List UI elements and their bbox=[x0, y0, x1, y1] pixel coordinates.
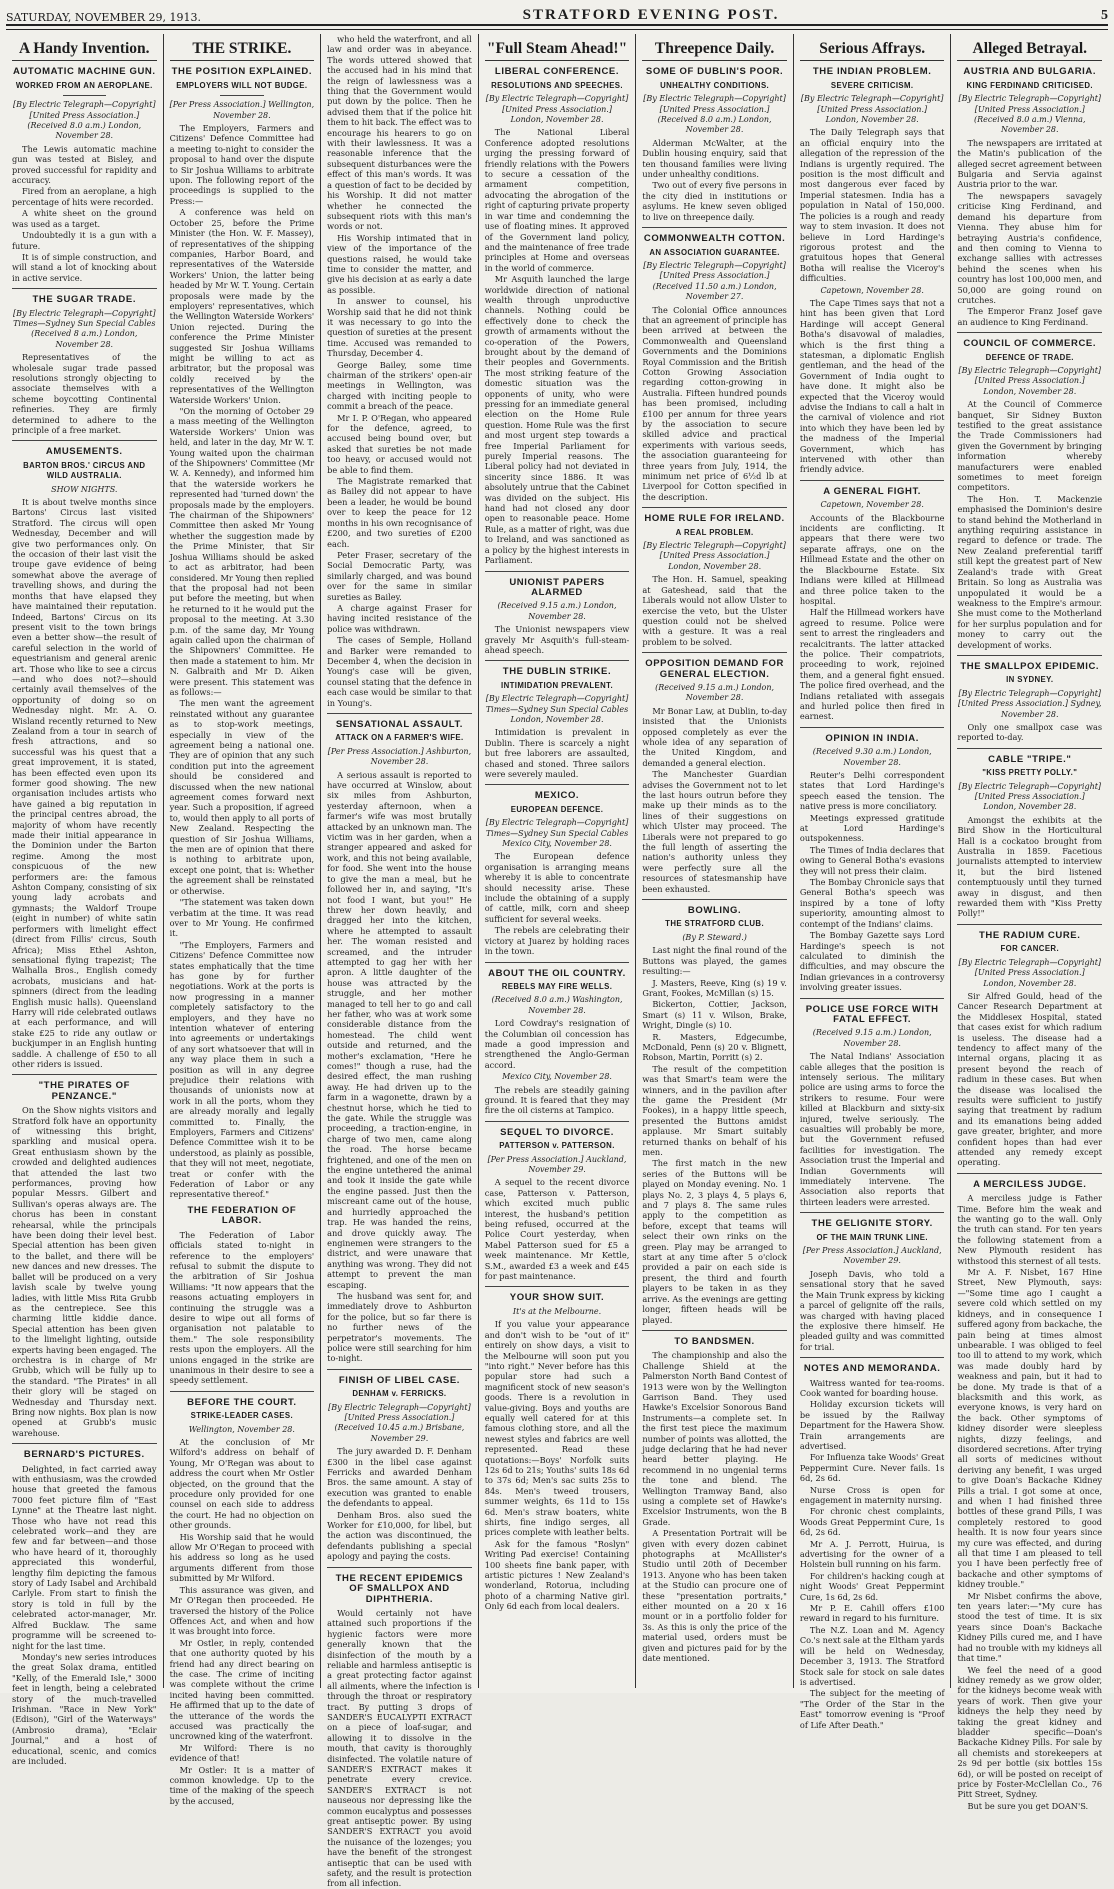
article-headline: OPPOSITION DEMAND FOR GENERAL ELECTION. bbox=[645, 658, 784, 680]
article-paragraph: The Colonial Office announces that an agreement of principle has been arrived at between the Commonwealth and Queensland Governments and the Dominions Royal Commission and the British Cotton Growing Association regarding cotton-growing in Australia. Fifteen hundred pounds has been promised, including £100 per annum for three years by the association to secure skilled advice and practical experiments with various seeds, the association guaranteeing for three years from July, 1914, the minimum net price of 6½d lb at Liverpool for Cotton specified in the description. bbox=[642, 304, 787, 502]
article-paragraph: R. Masters, Edgecumbe, McDonald, Penn (s) 20 v. Blignett, Robson, Martin, Porritt (s) 2. bbox=[642, 1031, 787, 1063]
article-headline: BOWLING. bbox=[687, 905, 742, 917]
article-subheadline: REBELS MAY FIRE WELLS. bbox=[501, 981, 613, 991]
article-subheadline: A REAL PROBLEM. bbox=[675, 527, 754, 537]
article-paragraph: The Times of India declares that owing to General Botha's evasions they will not press their claim. bbox=[799, 844, 945, 876]
article-paragraph: The Natal Indians' Association cable alleges that the position is intensely serious. The military police are using arms to force the strikers to resume. Four were killed at Blackburn and sixty-six injured, twelve seriously. The casualties will probably be more, but the Government refused facilities for investigation. The Association trust the Imperial and Indian Governments will immediately intervene. The Association also reports that thirteen leaders were arrested. bbox=[799, 1051, 945, 1207]
article-subheadline: "KISS PRETTY POLLY." bbox=[982, 768, 1078, 778]
article-paragraph: It is about twelve months since Bartons' Circus last visited Stratford. The circus will open Wednesday, December and will give two performances only. On the occasion of their last visit the troupe gave evidence of being somewhat above the average of travelling shows, and during the months that have elapsed they have maintained their reputation. Indeed, Bartons' Circus on its present visit to the town brings even a better show—the result of careful selection in the world of equestrianism and general arenic art. Those who like to see a circus—and who does not?—should certainly avail themselves of the opportunity of doing so on Wednesday night. Mr. A. O. Wisland recently returned to New Zealand from a tour in search of fresh attractions, and so successful was his quest that a great improvement, it is stated, has been effected even upon its former good showing. The new organisation includes artists who have gained a big reputation in the principal centres abroad, the majority of whom have recently made their initial appearance in the Dominion under the Barton regime. Among the most conspicuous of the new performers are: the famous Ashton Company, consisting of six young lady acrobats and gymnasts; the Waldorf Troupe (eight in number) of white satin performers with limelight effect (direct from Fillis' circus, South Africa); Miss Ethel Ashton, sensational flying trapezist; The Walhalla Bros., English comedy acrobats, musicians and hat-spinners (direct from the leading English music halls). Queensland Harry will ride celebrated outlaws at each performance, and will stake £25 to ride any outlaw or buckjumper in an English hunting saddle. A challenge of £50 to all other riders is issued. bbox=[12, 497, 157, 1069]
article-paragraph: The newspapers savagely criticise King Ferdinand, and demand his departure from Vienna. They abuse him for betraying Austria's confidence, and then coming to Vienna to exchange sallies with actresses behind the scenes when his country has lost 100,000 men, and 50,000 are going round on crutches. bbox=[957, 190, 1103, 305]
article-divider bbox=[485, 660, 630, 661]
column-kicker: "Full Steam Ahead!" bbox=[485, 34, 630, 61]
article-divider bbox=[800, 480, 945, 481]
article-paragraph: For children's hacking cough at night Woods' Great Peppermint Cure, 1s 6d, 2s 6d. bbox=[799, 1570, 945, 1602]
article-paragraph: The rebels are steadily gaining ground. It is feared that they may fire the oil cisterns at Tampico. bbox=[484, 1084, 630, 1116]
article-headline: AMUSEMENTS. bbox=[45, 446, 123, 458]
article-paragraph: The Manchester Guardian advises the Government not to let the last hours outrun before they make up their minds as to the lines of their suggestions on which Ulster may proceed. The Liberals were not prepared to go the full length of asserting the nation's authority unless they were perfectly sure all the resources of statesmanship have been exhausted. bbox=[642, 769, 787, 894]
article-headline: THE RADIUM CURE. bbox=[979, 929, 1081, 941]
article-divider bbox=[800, 998, 945, 999]
article-headline: OPINION IN INDIA. bbox=[825, 732, 919, 744]
column-1 bbox=[6, 34, 164, 1766]
article-subheadline: RESOLUTIONS AND SPEECHES. bbox=[491, 80, 623, 90]
article-headline: AUTOMATIC MACHINE GUN. bbox=[12, 66, 156, 78]
article-subheadline: WORKED FROM AN AEROPLANE. bbox=[15, 80, 153, 90]
article-divider bbox=[957, 655, 1102, 656]
article-dateline: [By Electric Telegraph—Copyright] [United Press Association.] (Received 8.0 a.m.) London, November 28. bbox=[12, 100, 156, 141]
article-headline: SENSATIONAL ASSAULT. bbox=[335, 719, 464, 730]
article-dateline: [By Electric Telegraph—Copyright] [United Press Association.] (Received 8.0 a.m.) Vienna, November 28. bbox=[958, 94, 1102, 135]
article-paragraph: Sir Alfred Gould, head of the Cancer Research Department at the Middlesex Hospital, stated that cases exist for which radium is useless. The disease had a tendency to affect many of the internal organs, placing it as present beyond the reach of radium in these cases. But when the disease was localised the results were sufficient to justify saying that treatment by radium and its emanations being added gave greater, brighter, and more confident hopes than had ever attended any remedy except operating. bbox=[957, 990, 1103, 1168]
article-paragraph: Mr I. P. O'Regan, who appeared for the defence, agreed, to accused being bound over, but asked that sureties be not made too heavy, or accused would not be able to find them. bbox=[327, 412, 472, 475]
article-paragraph: Mr Ostler: It is a matter of common knowledge. Up to the time of the making of the speech by the accused, bbox=[169, 1764, 315, 1806]
article-paragraph: His Worship intimated that in view of the importance of the questions raised, he would take time to consider the matter, and give his decision at as early a date as possible. bbox=[327, 232, 472, 295]
article-paragraph: Waitress wanted for tea-rooms. Cook wanted for boarding house. bbox=[799, 1377, 945, 1398]
article-dateline: (Received 9.15 a.m.) London, November 28. bbox=[812, 1028, 932, 1048]
article-dateline: [Per Press Association.] Ashburton, November 28. bbox=[327, 746, 472, 767]
article-paragraph: Representatives of the wholesale sugar trade passed resolutions strongly objecting to associate themselves with a scheme boycotting Continental refineries. They are firmly determined to adhere to the principle of a free market. bbox=[12, 352, 157, 435]
article-divider bbox=[12, 440, 157, 441]
article-paragraph: Mr Ostler, in reply, contended that one authority quoted by his friend had any direct bearing on the case. The crime of inciting was complete without the crime incited having been committed. He affirmed that up to the date of the utterance of the words the accused was practically the uncrowned king of the waterfront. bbox=[169, 1637, 315, 1742]
article-paragraph: who held the waterfront, and all law and order was in abeyance. The words uttered showed that the accused had in his mind that the reign of lawlessness was a thing that the Government would put down by the police. Then he advised them that if the police hit them to hit back. The effect was to encourage his hearers to go on with their lawlessness. It was a reasonable inference that the subsequent disturbances were the effect of this man's words. It was a question of fact to be decided by his Worship. It did not matter whether he connected the subsequent riots with this man's words or not. bbox=[327, 34, 472, 232]
article-headline: COUNCIL OF COMMERCE. bbox=[963, 338, 1097, 350]
article-paragraph: Mr A. F. Nisbet, 167 Hine Street, New Plymouth, says:—"Some time ago I caught a severe cold which settled on my kidneys, and in consequence I suffered agony from backache, the pain being at times almost unbearable. I was obliged to feel too ill to attend to my work, which was made doubly hard by weakness and pain, but it had to be done. My trade is that of a blacksmith and this work, as everyone knows, is very hard on the back. Other symptoms of kidney disorder were sleepless nights, dizzy feelings, and disordered secretions. After trying all sorts of medicines without deriving any benefit, I was urged to give Doan's Backache Kidney Pills a trial. I got some at once, and when I had finished three bottles of these grand Pills, I was completely restored to good health. It is now four years since my cure was effected, and during all that time I am pleased to tell you I have been perfectly free of backache and other symptoms of kidney trouble." bbox=[957, 1267, 1103, 1590]
article-paragraph: Nurse Cross is open for engagement in maternity nursing. bbox=[799, 1484, 945, 1505]
article-divider bbox=[327, 713, 472, 714]
article-paragraph: George Bailey, some time chairman of the strikers' open-air meetings in Wellington, was charged with inciting people to commit a breach of the peace. bbox=[327, 359, 472, 412]
columns bbox=[6, 34, 1108, 1889]
article-dateline: (Received 9.15 a.m.) London, November 28. bbox=[655, 682, 775, 703]
article-subheadline: PATTERSON v. PATTERSON. bbox=[499, 1141, 615, 1151]
column-4 bbox=[479, 34, 637, 1688]
article-paragraph: The rebels are celebrating their victory at Juarez by holding races in the town. bbox=[484, 925, 630, 957]
article-divider bbox=[327, 1567, 472, 1568]
article-headline: "THE PIRATES OF PENZANCE." bbox=[38, 1080, 131, 1102]
article-paragraph: Mr Nisbet confirms the above, ten years later:—"My cure has stood the test of time. It is six years since Doan's Backache Kidney Pills cured me, and I have had no trouble with my kidneys all that time." bbox=[957, 1590, 1103, 1664]
article-divider bbox=[12, 1074, 157, 1075]
masthead bbox=[6, 4, 1108, 26]
article-paragraph: A charge against Fraser for having incited resistance of the police was withdrawn. bbox=[327, 602, 472, 634]
issue-date: SATURDAY, NOVEMBER 29, 1913. bbox=[6, 11, 201, 24]
article-paragraph: The Magistrate remarked that as Bailey did not appear to have been a leader, he would be bound over to keep the peace for 12 months in his own recognisance of £200, and two sureties of £200 each. bbox=[327, 476, 472, 549]
article-paragraph: The Employers, Farmers and Citizens' Defence Committee had a meeting to-night to consider the proposal to hand over the dispute to Sir Joshua Williams to arbitrate upon. The following report of the proceedings is supplied to the Press:— bbox=[169, 123, 315, 206]
article-paragraph: "The Employers, Farmers and Citizens' Defence Committee now states emphatically that the time has gone by for further negotiations. Work at the ports is now progressing in a manner completely satisfactory to the employers, and they have no intention whatever of entering into agreements or undertakings of any sort whatsoever that will in any way place them in such a position as will in any degree prejudice their relations with thousands of unionists now at work in all the ports, whom they are already morally and legally committed to. Finally, the Employers, Farmers and Citizens' Defence Committee wish it to be understood, as plainly as possible, that they will not meet, negotiate, treat or confer with the Federation of Labor or any representative thereof." bbox=[169, 939, 315, 1200]
column-kicker: A Handy Invention. bbox=[12, 34, 157, 61]
article-paragraph: The Unionist newspapers view gravely Mr Asquith's full-steam-ahead speech. bbox=[484, 624, 630, 655]
article-divider bbox=[800, 727, 945, 728]
article-paragraph: The first match in the new series of the Buttons will be played on Monday evening. No. 1 plays No. 2, 3 plays 4, 5 plays 6, and 7 plays 8. The same rules apply to the competition as before, except that teams will select their own rinks on the green. Play may be arranged to start at any time after 5 o'clock provided a pair on each side is present, the third and fourth players to be taken in as they arrive. As the evenings are getting longer, fifteen heads will be played. bbox=[642, 1158, 787, 1325]
article-headline: AUSTRIA AND BULGARIA. bbox=[963, 66, 1097, 78]
article-paragraph: The Hon. H. Samuel, speaking at Gateshead, said that the Liberals would not allow Ulster to exercise the veto, but the Ulster question could not be shelved with a gesture. It was a real problem to be solved. bbox=[642, 574, 787, 647]
article-divider bbox=[12, 1443, 157, 1444]
article-dateline: [By Electric Telegraph—Copyright] [United Press Association.] London, November 28. bbox=[485, 94, 629, 125]
article-headline: SEQUEL TO DIVORCE. bbox=[500, 1126, 614, 1138]
article-dateline: [By Electric Telegraph—Copyright] Times—Sydney Sun Special Cables Mexico City, November 28. bbox=[485, 818, 629, 849]
article-paragraph: Intimidation is prevalent in Dublin. There is scarcely a night but free laborers are assaulted, chased and stoned. Three sailors were severely mauled. bbox=[484, 727, 630, 779]
column-3 bbox=[321, 34, 479, 1889]
article-paragraph: Accounts of the Blackbourne incidents are conflicting. It appears that there were two separate affrays, one on the Hillmead Estate and the other on the Blackbourne Estate. Six Indians were killed at Hillmead and three police taken to the hospital. bbox=[799, 512, 945, 606]
article-dateline: Capetown, November 28. bbox=[820, 285, 924, 295]
article-dateline: Wellington, November 28. bbox=[188, 1424, 295, 1434]
article-paragraph: We feel the need of a good kidney remedy as we grow older, for the kidneys become weak with years of work. Then give your kidneys the help they need by taking the great kidney and bladder specific—Doan's Backache Kidney Pills. For sale by all chemists and storekeepers at 2s 9d per bottle (six bottles 15s 6d), or will be posted on receipt of price by Foster-McClellan Co., 76 Pitt Street, Sydney. bbox=[957, 1664, 1103, 1800]
article-paragraph: It is of simple construction, and will stand a lot of knocking about in active service. bbox=[12, 251, 157, 283]
article-paragraph: Joseph Davis, who told a sensational story that he saved the Main Trunk express by kicking a parcel of gelignite off the rails, was charged with having placed the explosive there himself. He pleaded guilty and was committed for trial. bbox=[799, 1268, 945, 1352]
article-headline: SOME OF DUBLIN'S POOR. bbox=[645, 66, 784, 78]
article-paragraph: Denham Bros. also sued the Worker for £10,000, for libel, but the action was discontinued, the defendants publishing a special apology and paying the costs. bbox=[327, 1509, 472, 1562]
article-divider bbox=[485, 571, 630, 572]
article-subheadline: DENHAM v. FERRICKS. bbox=[352, 1389, 447, 1399]
article-paragraph: At the conclusion of Mr Wilford's address on behalf of Young, Mr O'Regan was about to address the court when Mr Ostler objected, on the ground that the procedure only provided for one counsel on each side to address the court. He had no objection on other grounds. bbox=[169, 1437, 315, 1531]
article-headline: COMMONWEALTH COTTON. bbox=[643, 233, 786, 245]
article-paragraph: The Hon. T. Mackenzie emphasised the Dominion's desire to stand behind the Motherland in anything requiring assistance in regard to defence or trade. The New Zealand preferential tariff still kept the greatest part of New Zealand's trade with Great Britain. So long as Australia was unpopulated it would be a weakness to the Empire's armour. She must come to the Motherland for her surplus population and for money to carry out the development of works. bbox=[957, 493, 1103, 650]
article-headline: THE DUBLIN STRIKE. bbox=[502, 666, 612, 678]
article-divider bbox=[957, 332, 1102, 333]
article-paragraph: Fired from an aeroplane, a high percentage of hits were recorded. bbox=[12, 186, 157, 207]
column-kicker: Threepence Daily. bbox=[642, 34, 787, 61]
article-paragraph: Mr Wilford: There is no evidence of that! bbox=[169, 1742, 315, 1764]
column-kicker: THE STRIKE. bbox=[170, 34, 315, 61]
article-divider bbox=[642, 652, 787, 653]
article-dateline: [By Electric Telegraph—Copyright] [United Press Association.] London, November 28. bbox=[800, 94, 944, 125]
article-paragraph: Undoubtedly it is a gun with a future. bbox=[12, 230, 157, 251]
article-headline: MEXICO. bbox=[534, 790, 580, 802]
article-paragraph: The National Liberal Conference adopted resolutions urging the pressing forward of friendly relations with the Powers to secure a cessation of the armament competition, advocating the abrogation of the right of capturing private property in war time and condemning the use of floating mines. It approved of the Government land policy, and the maintenance of free trade principles at Home and overseas in the world of commerce. bbox=[484, 127, 630, 273]
column-kicker: Alleged Betrayal. bbox=[957, 34, 1102, 61]
article-headline: LIBERAL CONFERENCE. bbox=[494, 66, 620, 78]
article-headline: A MERCILESS JUDGE. bbox=[973, 1178, 1087, 1190]
article-dateline: Mexico City, November 28. bbox=[502, 1072, 612, 1082]
article-headline: THE FEDERATION OF LABOR. bbox=[187, 1204, 297, 1227]
article-paragraph: A merciless judge is Father Time. Before him the weak and the wanting go to the wall. Only the truth can stand. For ten years the following statement from a New Plymouth resident has withstood this sternest of all tests. bbox=[957, 1193, 1103, 1266]
article-subheadline: EMPLOYERS WILL NOT BUDGE. bbox=[176, 80, 308, 90]
article-paragraph: A conference was held on October 25, before the Prime Minister (the Hon. W. F. Massey), of representatives of the shipping companies, Harbor Board, and representatives of the Waterside Workers' Union, the latter being headed by Mr W. T. Young. Certain proposals were made by the employers' representatives, which the Wellington Waterside Workers' Union rejected. During the conference the Prime Minister suggested Sir Joshua Williams might be willing to act as arbitrator, but the proposal was coldly received by the representatives of the Wellington Waterside Workers' Union. bbox=[169, 207, 315, 405]
article-dateline: [Per Press Association.] Auckland, November 29. bbox=[802, 1246, 942, 1266]
article-subheadline: UNHEALTHY CONDITIONS. bbox=[660, 80, 770, 90]
article-divider bbox=[642, 507, 787, 508]
masthead-rule bbox=[6, 29, 1108, 30]
article-paragraph: In answer to counsel, his Worship said that he did not think it was necessary to go into the question of sureties at the present time. Accused was remanded to Thursday, December 4. bbox=[327, 296, 472, 359]
article-paragraph: The championship and also the Challenge Shield at the Palmerston North Band Contest of 1913 were won by the Wellington Garrison Band. They used Hawke's Excelsior Sonorous Band Instruments—a complete set. In the first test piece the maximum number of points was allotted, the judge declaring that he had never heard better playing. He recommend in no ungenial terms the tone and blend. The Wellington Tramway Band, also using a complete set of Hawke's Excelsior Instruments, won the B Grade. bbox=[642, 1350, 787, 1527]
article-paragraph: "The statement was taken down verbatim at the time. It was read over to Mr Young. He confirmed it. bbox=[169, 897, 315, 939]
article-divider bbox=[800, 1212, 945, 1213]
article-paragraph: For chronic chest complaints, Woods Great Peppermint Cure, 1s 6d, 2s 6d. bbox=[799, 1506, 945, 1538]
column-6 bbox=[794, 34, 952, 1730]
article-divider bbox=[642, 899, 787, 900]
article-headline: POLICE USE FORCE WITH FATAL EFFECT. bbox=[805, 1003, 939, 1025]
article-paragraph: The result of the competition was that Smart's team were the winners, and in the pavilion after the game the President (Mr Fookes), in a happy little speech, presented the Buttons amidst applause. Mr Smart suitably returned thanks on behalf of his men. bbox=[642, 1063, 787, 1157]
article-paragraph: The jury awarded D. F. Denham £300 in the libel case against Ferricks and awarded Denham Bros. the same amount. A stay of execution was granted to enable the defendants to appeal. bbox=[327, 1446, 472, 1509]
article-paragraph: Bickerton, Cottier, Jackson, Smart (s) 11 v. Wilson, Brake, Wright, Dingle (s) 10. bbox=[642, 999, 787, 1031]
article-paragraph: Peter Fraser, secretary of the Social Democratic Party, was similarly charged, and was bound over for the same in similar sureties as Bailey. bbox=[327, 549, 472, 602]
article-headline: A GENERAL FIGHT. bbox=[823, 485, 922, 497]
article-headline: HOME RULE FOR IRELAND. bbox=[644, 513, 785, 525]
article-headline: FINISH OF LIBEL CASE. bbox=[338, 1374, 461, 1386]
short-rule bbox=[220, 95, 263, 96]
article-paragraph: The Bombay Gazette says Lord Hardinge's speech is not calculated to diminish the difficulties, and may obscure the Indian grievances in a controversy involving greater issues. bbox=[799, 930, 945, 993]
article-paragraph: The Daily Telegraph says that an official enquiry into the allegation of the repression of the Indians is urgently required. The position is the most difficult and most dangerous ever faced by Imperial statesmen. India has a population in Natal of 150,000. The policies is a rough and ready way to stem invasion. It does not believe in Lord Hardinge's rigorous protest and the gratuitous hopes that General Botha will realise the Viceroy's difficulties. bbox=[799, 127, 945, 284]
article-subheadline: IN SYDNEY. bbox=[1006, 675, 1054, 685]
article-divider bbox=[800, 1357, 945, 1358]
article-dateline: (By P. Steward.) bbox=[682, 932, 747, 942]
article-headline: THE POSITION EXPLAINED. bbox=[171, 66, 313, 78]
article-paragraph: Mr Asquith launched the large worldwide direction of national wealth through unproductive channels. Nothing could be effectively done to check the growth of armaments without the co-operation of the Powers, brought about by the demand of their peoples and Governments. The most striking feature of the domestic situation was the opponents of unity, who were pressing for an immediate general election on the Home Rule question. Home Rule was the first and most urgent step towards a free Imperial Parliament for purely Imperial reasons. The Liberal policy had not deviated in sincerity since 1886. It was absolutely untrue that the Cabinet was divided on the subject. His hand had not closed any door open to reasonable peace. Home Rule, as a matter of right, was due to Ireland, and was sanctioned as a policy by the highest interests in Parliament. bbox=[484, 274, 630, 566]
article-subheadline: INTIMIDATION PREVALENT. bbox=[501, 680, 614, 690]
article-dateline: SHOW NIGHTS. bbox=[51, 484, 118, 494]
article-paragraph: The Federation of Labor officials stated to-night in reference to the employers' refusal to submit the dispute to the arbitration of Sir Joshua Williams: "It now appears that the reasons actuating employers in continuing the struggle was a desire to wipe out all forms of organisation not palatable to them." The sole responsibility rests upon the employers. All the unions engaged in the strike are unanimous in their desire to see a speedy settlement. bbox=[169, 1229, 315, 1386]
column-kicker: Serious Affrays. bbox=[800, 34, 945, 61]
article-headline: THE RECENT EPIDEMICS OF SMALLPOX AND DIPHTHERIA. bbox=[335, 1572, 464, 1605]
article-subheadline: DEFENCE OF TRADE. bbox=[985, 352, 1074, 362]
article-subheadline: FOR CANCER. bbox=[1000, 944, 1060, 954]
article-dateline: [By Electric Telegraph—Copyright] Times—Sydney Sun Special Cables London, November 28. bbox=[485, 694, 629, 724]
article-paragraph: Half the Hillmead workers have agreed to resume. Police were sent to arrest the ringleaders and recalcitrants. The latter attacked the police. Their compatriots, proceeding to work, rejoined them, and a general fight ensued. The police fired overhead, and the Indians retaliated with assegais and hurled police then fired in earnest. bbox=[799, 607, 945, 722]
article-paragraph: Holiday excursion tickets will be issued by the Railway Department for the Hawera Show. Train arrangements are advertised. bbox=[799, 1399, 945, 1451]
article-dateline: [Per Press Association.] Auckland, November 29. bbox=[487, 1154, 627, 1174]
article-paragraph: If you value your appearance and don't wish to be "out of it" entirely on show days, a visit to the Melbourne will soon put you "into right." Never before has this popular store had such a magnificent stock of new season's goods. There is a revolution in value-giving. Boys and youths are equally well catered for at this famous clothing store, and all the newest styles and fabrics are well represented. Read these quotations:—Boys' Norfolk suits 12s 6d to 21s; Youths' suits 18s 6d to 37s 6d; Men's sac suits 25s to 84s. Men's tweed trousers, summer weights, 6s 11d to 15s 6d. Men's straw boaters, white shirts, fine indigo serges, all prices complete with leather belts. bbox=[484, 1319, 630, 1538]
short-rule bbox=[63, 95, 106, 96]
article-headline: BERNARD'S PICTURES. bbox=[23, 1449, 145, 1461]
article-paragraph: Two out of every five persons in the city died in institutions or asylums. He knew seven obliged to live on threepence daily. bbox=[642, 180, 787, 222]
article-subheadline: SEVERE CRITICISM. bbox=[830, 80, 914, 90]
article-dateline: Capetown, November 28. bbox=[820, 500, 924, 510]
article-paragraph: On the Show nights visitors and Stratford folk have an opportunity of witnessing this bright, sparkling and musical opera. Great enthusiasm shown by the crowded and delighted audiences that attended the last two performances, proving how popular Messrs. Gilbert and Sullivan's operas always are. The chorus has been in constant rehearsal, while the principals have been doing their level best. Special attention has been given to the ballet, and there will be new dances and new dresses. The ballet will be produced on a very lavish scale by twelve young ladies, with little Miss Rita Grubb as the centrepiece. See this charming little kiddie dance. Special attention has been given to the limelight lighting, outside experts having been engaged. The orchestra is in charge of Mr Grubb, which will be fully up to the standard. "The Pirates" in all their glory will be staged on Wednesday and Thursday next. Bring now nights. Box plan is now opened at Grubb's music warehouse. bbox=[12, 1105, 157, 1438]
page-number: 5 bbox=[1101, 8, 1108, 23]
article-divider bbox=[957, 1173, 1102, 1174]
article-divider bbox=[957, 924, 1102, 925]
article-paragraph: Mr A. J. Perrott, Huirua, is advertising for the owner of a Holstein bull running on his farm. bbox=[799, 1538, 945, 1570]
column-5 bbox=[636, 34, 794, 1688]
article-dateline: (Received 9.30 a.m.) London, November 28. bbox=[812, 747, 932, 767]
article-dateline: [By Electric Telegraph—Copyright] [United Press Association.] Sydney, November 28. bbox=[958, 688, 1102, 719]
article-divider bbox=[485, 1121, 630, 1122]
article-paragraph: Mr P. E. Cahill offers £100 reward in regard to his furniture. bbox=[799, 1603, 945, 1624]
article-headline: ABOUT THE OIL COUNTRY. bbox=[488, 967, 626, 979]
article-subheadline: THE STRATFORD CLUB. bbox=[665, 919, 765, 929]
article-subheadline: BARTON BROS.' CIRCUS AND WILD AUSTRALIA. bbox=[23, 460, 146, 481]
article-divider bbox=[642, 227, 787, 228]
article-headline: THE GELIGNITE STORY. bbox=[811, 1218, 933, 1230]
article-paragraph: The N.Z. Loan and M. Agency Co.'s next sale at the Eltham yards will be held on Wednesday, December 3, 1913. The Stratford Stock sale for stock on sale dates is advertised. bbox=[799, 1624, 945, 1687]
article-divider bbox=[957, 748, 1102, 749]
article-dateline: It's at the Melbourne. bbox=[512, 1306, 602, 1316]
article-paragraph: The European defence organisation is arranging means whereby it is able to concentrate should necessity arise. These include the obtaining of a supply of cattle, milk, corn and sheep sufficient for several weeks. bbox=[484, 851, 630, 924]
newspaper-title: STRATFORD EVENING POST. bbox=[522, 7, 780, 23]
article-dateline: [By Electric Telegraph—Copyright] [United Press Association.] London, November 28. bbox=[958, 957, 1102, 988]
article-dateline: [By Electric Telegraph—Copyright] [United Press Association.] London, November 28. bbox=[643, 541, 786, 571]
article-paragraph: "On the morning of October 29 a mass meeting of the Wellington Waterside Workers' Union was held, and later in the day, Mr W. T. Young waited upon the chairman of the Shipowners' Committee (Mr W. A. Kennedy), and informed him that the waterside workers he represented had 'turned down' the proposals made by the employers. The chairman of the Shipowners' Committee then asked Mr Young whether the suggestion made by the Prime Minister, that Sir Joshua Williams should be asked to act as arbitrator, had been considered. Mr Young then replied that the proposal had not been put before the meeting, but when he returned to it he would put the proposal to the meeting. At 3.30 p.m. of the same day, Mr Young again called upon the chairman of the Shipowners' Committee. He then made a statement to him. Mr N. Galbraith and Mr D. Aiken were present. This statement was as follows:— bbox=[169, 406, 315, 697]
article-dateline: [By Electric Telegraph—Copyright] [United Press Association.] (Received 8.0 a.m.) London, November 28. bbox=[643, 94, 786, 135]
article-paragraph: The husband was sent for, and immediately drove to Ashburton for the police, but so far there is no further news of the perpetrator's movements. The police were still searching for him to-night. bbox=[327, 1290, 472, 1364]
article-headline: UNIONIST PAPERS ALARMED bbox=[509, 576, 605, 598]
article-paragraph: Alderman McWalter, at the Dublin housing enquiry, said that ten thousand families were living under unhealthy conditions. bbox=[642, 137, 787, 180]
column-2 bbox=[164, 34, 322, 1806]
article-paragraph: Meetings expressed gratitude at Lord Hardinge's outspokenness. bbox=[799, 812, 945, 844]
article-paragraph: Reuter's Delhi correspondent states that Lord Hardinge's speech eased the tension. The native press is more conciliatory. bbox=[799, 770, 945, 812]
article-dateline: [Per Press Association.] Wellington, November 28. bbox=[169, 100, 315, 120]
article-paragraph: Last night the final round of the Buttons was played, the games resulting:— bbox=[642, 945, 787, 977]
article-paragraph: At the Council of Commerce banquet, Sir Sidney Buxton testified to the great assistance the Trade Commissioners had given the Government by bringing information whereby manufacturers were enabled sometimes to meet foreign competitors. bbox=[957, 399, 1103, 493]
article-paragraph: The subject for the meeting of "The Order of the Star in the East" tomorrow evening is "Proof of Life After Death." bbox=[799, 1688, 945, 1730]
column-7 bbox=[951, 34, 1108, 1811]
article-dateline: (Received 9.15 a.m.) London, November 28. bbox=[497, 601, 617, 621]
article-paragraph: The cases of Semple, Holland and Barker were remanded to December 4, when the decision in Young's case will be given, counsel stating that the defence in each case would be similar to that in Young's. bbox=[327, 635, 472, 708]
article-headline: TO BANDSMEN. bbox=[674, 1335, 755, 1347]
article-paragraph: The Emperor Franz Josef gave an audience to King Ferdinand. bbox=[957, 306, 1103, 327]
article-dateline: [By Electric Telegraph—Copyright] [United Press Association.] London, November 28. bbox=[958, 365, 1102, 396]
article-paragraph: Amongst the exhibits at the Bird Show in the Horticultural Hall is a cockatoo brought from Australia in 1859. Facetious journalists attempted to interview it, but the bird listened contemptuously until they turned away in disgust, and then rewarded them with "Kiss Pretty Polly!" bbox=[957, 814, 1103, 919]
article-paragraph: The Bombay Chronicle says that General Botha's speech was inspired by a tone of lofty superiority, amounting almost to contempt of the Indians' claims. bbox=[799, 877, 945, 929]
article-paragraph: But be sure you get DOAN'S. bbox=[967, 1800, 1089, 1811]
article-paragraph: A serious assault is reported to have occurred at Winslow, about six miles from Ashburton, yesterday afternoon, when a farmer's wife was most brutally attacked by an unknown man. The victim was in her garden, when a stranger appeared and asked for work, and this not being available, for food. She went into the house to give the man a meal, but he followed her in, and saying, "It's not food I want, but you!" He threw her down heavily, and dragged her into the kitchen, where he attempted to assault her. The woman resisted and screamed, and the intruder attempted to gag her with her apron. A little daughter of the house was attracted by the struggle, and her mother managed to tell her to go and call her father, who was at work some considerable distance from the homestead. The child went outside and returned, and the mother's exclamation, "Here he comes!" though a ruse, had the desired effect, the man rushing away. He had driven up to the farm in a wagonette, drawn by a chestnut horse, which he tied to the gate. While the struggle was proceeding, a traction-engine, in charge of two men, came along the road. The horse became frightened, and one of the men on the engine untethered the animal and took it inside the gate while the engine passed. Just then the miscreant came out of the house, and hurriedly approached the trap. He was handed the reins, and drove quickly away. The enginemen were strangers to the district, and were unaware that anything was wrong. They did not attempt to prevent the man escaping. bbox=[327, 769, 472, 1290]
article-dateline: (Received 8.0 a.m.) Washington, November 28. bbox=[491, 995, 623, 1015]
article-paragraph: J. Masters, Reeve, King (s) 19 v. Grant, Fookes, McMillan (s) 15. bbox=[642, 977, 787, 998]
article-headline: THE SMALLPOX EPIDEMIC. bbox=[960, 660, 1100, 672]
article-divider bbox=[12, 288, 157, 289]
article-divider bbox=[485, 1286, 630, 1287]
article-paragraph: For Influenza take Woods' Great Peppermint Cure. Never fails. 1s 6d, 2s 6d. bbox=[799, 1452, 945, 1484]
article-divider bbox=[327, 1369, 472, 1370]
article-paragraph: Would certainly not have attained such proportions if the hygienic factors were more generally known that the disinfection of the mouth by a reliable and harmless antiseptic is a great protecting factor against all ailments, where the infection is through the throat or respiratory tract. By putting 3 drops of SANDER'S EUCALYPTI EXTRACT on a piece of loaf-sugar, and allowing it to dissolve in the mouth, that cavity is thoroughly disinfected. The volatile nature of SANDER'S EXTRACT makes it penetrate every crevice. SANDER'S EXTRACT is not nauseous nor depressing like the common eucalyptus and possesses great antiseptic power. By using SANDER'S EXTRACT you avoid the nuisance of the lozenges; you have the benefit of the strongest antiseptic that can be used with safety, and the result is protection from all infection. bbox=[327, 1607, 472, 1889]
article-paragraph: The Lewis automatic machine gun was tested at Bisley, and proved successful for rapidity and accuracy. bbox=[12, 143, 157, 186]
article-paragraph: A white sheet on the ground was used as a target. bbox=[12, 208, 157, 229]
article-paragraph: The Cape Times says that not a hint has been given that Lord Hardinge will accept General Botha's disavowal of maladies, which is the first thing a statesman, a diplomatic English gentleman, and the head of the Government of India ought to have done. It might also be expected that the Viceroy would advise the Indians to call a halt in the carnival of violence and riot into which they have been led by the madness of the Imperial Government, which has intervened with other than friendly advice. bbox=[799, 297, 945, 475]
article-dateline: [By Electric Telegraph—Copyright] [United Press Association.] London, November 28. bbox=[958, 781, 1102, 812]
article-headline: THE SUGAR TRADE. bbox=[32, 294, 137, 306]
article-paragraph: Only one smallpox case was reported to-day. bbox=[957, 721, 1103, 743]
article-dateline: [By Electric Telegraph—Copyright] [United Press Association.] (Received 10.45 a.m.) Brisbane, November 29. bbox=[328, 1402, 471, 1443]
article-paragraph: Ask for the famous "Roslyn" Writing Pad exercise! Containing 100 sheets fine bank paper, with artistic pictures ! New Zealand's wonderland, Rotorua, including photo of a charming Native girl. Only 6d each from local dealers. bbox=[484, 1538, 630, 1612]
article-subheadline: OF THE MAIN TRUNK LINE. bbox=[816, 1232, 928, 1242]
article-divider bbox=[170, 1391, 315, 1392]
article-subheadline: KING FERDINAND CRITICISED. bbox=[966, 80, 1093, 90]
article-paragraph: Mr Bonar Law, at Dublin, to-day insisted that the Unionists opposed completely as ever the whole idea of any separation of the United Kingdom, and demanded a general election. bbox=[642, 705, 787, 768]
article-paragraph: The newspapers are irritated at the Matin's publication of the alleged secret agreement between Bulgaria and Servia against Austria prior to the war. bbox=[957, 137, 1103, 190]
article-paragraph: A Presentation Portrait will be given with every dozen cabinet photographs at McAllister's Studio until 20th of December 1913. Anyone who has been taken at the Studio can procure one of these "presentation portraits," either mounted on a 20 x 16 mount or in a portfolio folder for 3s. As this is only the price of the material used, orders must be given and pictures paid for by the date mentioned. bbox=[642, 1528, 787, 1664]
article-paragraph: The men want the agreement reinstated without any guarantee as to stop-work meetings, especially in view of the agreement being a national one. They are of opinion that any such condition put into the agreement should be considered and discussed when the new national agreement comes forward next year. Such a proposition, if agreed to, would then apply to all ports of New Zealand. Respecting the question of Sir Joshua Williams, the men are of opinion that there is nothing to arbitrate upon, except one point, that is: Whether the agreement shall be reinstated or otherwise. bbox=[169, 698, 315, 896]
article-headline: THE INDIAN PROBLEM. bbox=[812, 66, 932, 78]
article-dateline: [By Electric Telegraph—Copyright] Times—Sydney Sun Special Cables (Received 8 a.m.) London, November 28. bbox=[12, 308, 156, 349]
article-divider bbox=[642, 1330, 787, 1331]
article-dateline: [By Electric Telegraph—Copyright] [United Press Association.] (Received 11.50 a.m.) London, November 27. bbox=[643, 260, 786, 302]
article-paragraph: His Worship said that he would allow Mr O'Regan to proceed with his address so long as he used arguments different from those submitted by Mr Wilford. bbox=[169, 1531, 315, 1584]
article-subheadline: AN ASSOCIATION GUARANTEE. bbox=[649, 247, 780, 257]
article-paragraph: A sequel to the recent divorce case, Patterson v. Patterson, which excited much public interest, the husband's petition being refused, occurred at the Police Court yesterday, when Mabel Patterson sued for £5 a week maintenance. Mr Kettle, S.M., awarded £3 a week and £45 for past maintenance. bbox=[484, 1177, 630, 1282]
article-paragraph: Lord Cowdray's resignation of the Columbian oil concession has made a good impression and strengthened the Anglo-German accord. bbox=[484, 1018, 630, 1070]
article-headline: NOTES AND MEMORANDA. bbox=[803, 1363, 941, 1375]
article-headline: BEFORE THE COURT. bbox=[187, 1396, 297, 1408]
article-headline: CABLE "TRIPE." bbox=[988, 753, 1072, 765]
article-divider bbox=[485, 784, 630, 785]
article-subheadline: STRIKE-LEADER CASES. bbox=[190, 1411, 294, 1421]
article-subheadline: ATTACK ON A FARMER'S WIFE. bbox=[335, 733, 464, 743]
article-headline: YOUR SHOW SUIT. bbox=[509, 1292, 605, 1304]
article-divider bbox=[485, 962, 630, 963]
article-paragraph: Delighted, in fact carried away with enthusiasm, was the crowded house that greeted the famous 7000 feet picture film of "East Lynne" at the Theatre last night. Those who have not read this celebrated work—and they are few and far between—and those who have heard of it, thoroughly appreciated this wonderful, lengthy film depicting the famous story of Lady Isabel and Archibald Carlyle. From start to finish the story is told in full by the celebrated actor-manager, Mr. Alfred Bucklaw. The same programme will be screened to-night for the last time. bbox=[12, 1463, 157, 1651]
article-subheadline: EUROPEAN DEFENCE. bbox=[510, 804, 604, 814]
article-paragraph: Monday's new series introduces the great Solax drama, entitled "Kelly, of the Emerald Isle," 3000 feet in length, being a celebrated story of the much-travelled Irishman. "Race in New York" (Edison), "Girl of the Waterways" (Ambrosio drama), "Eclair Journal," and a host of educational, scenic, and comics are included. bbox=[12, 1651, 157, 1766]
article-paragraph: This assurance was given, and Mr O'Regan then proceeded. He traversed the history of the Police Offences Act, and when and how it was brought into force. bbox=[169, 1584, 315, 1637]
